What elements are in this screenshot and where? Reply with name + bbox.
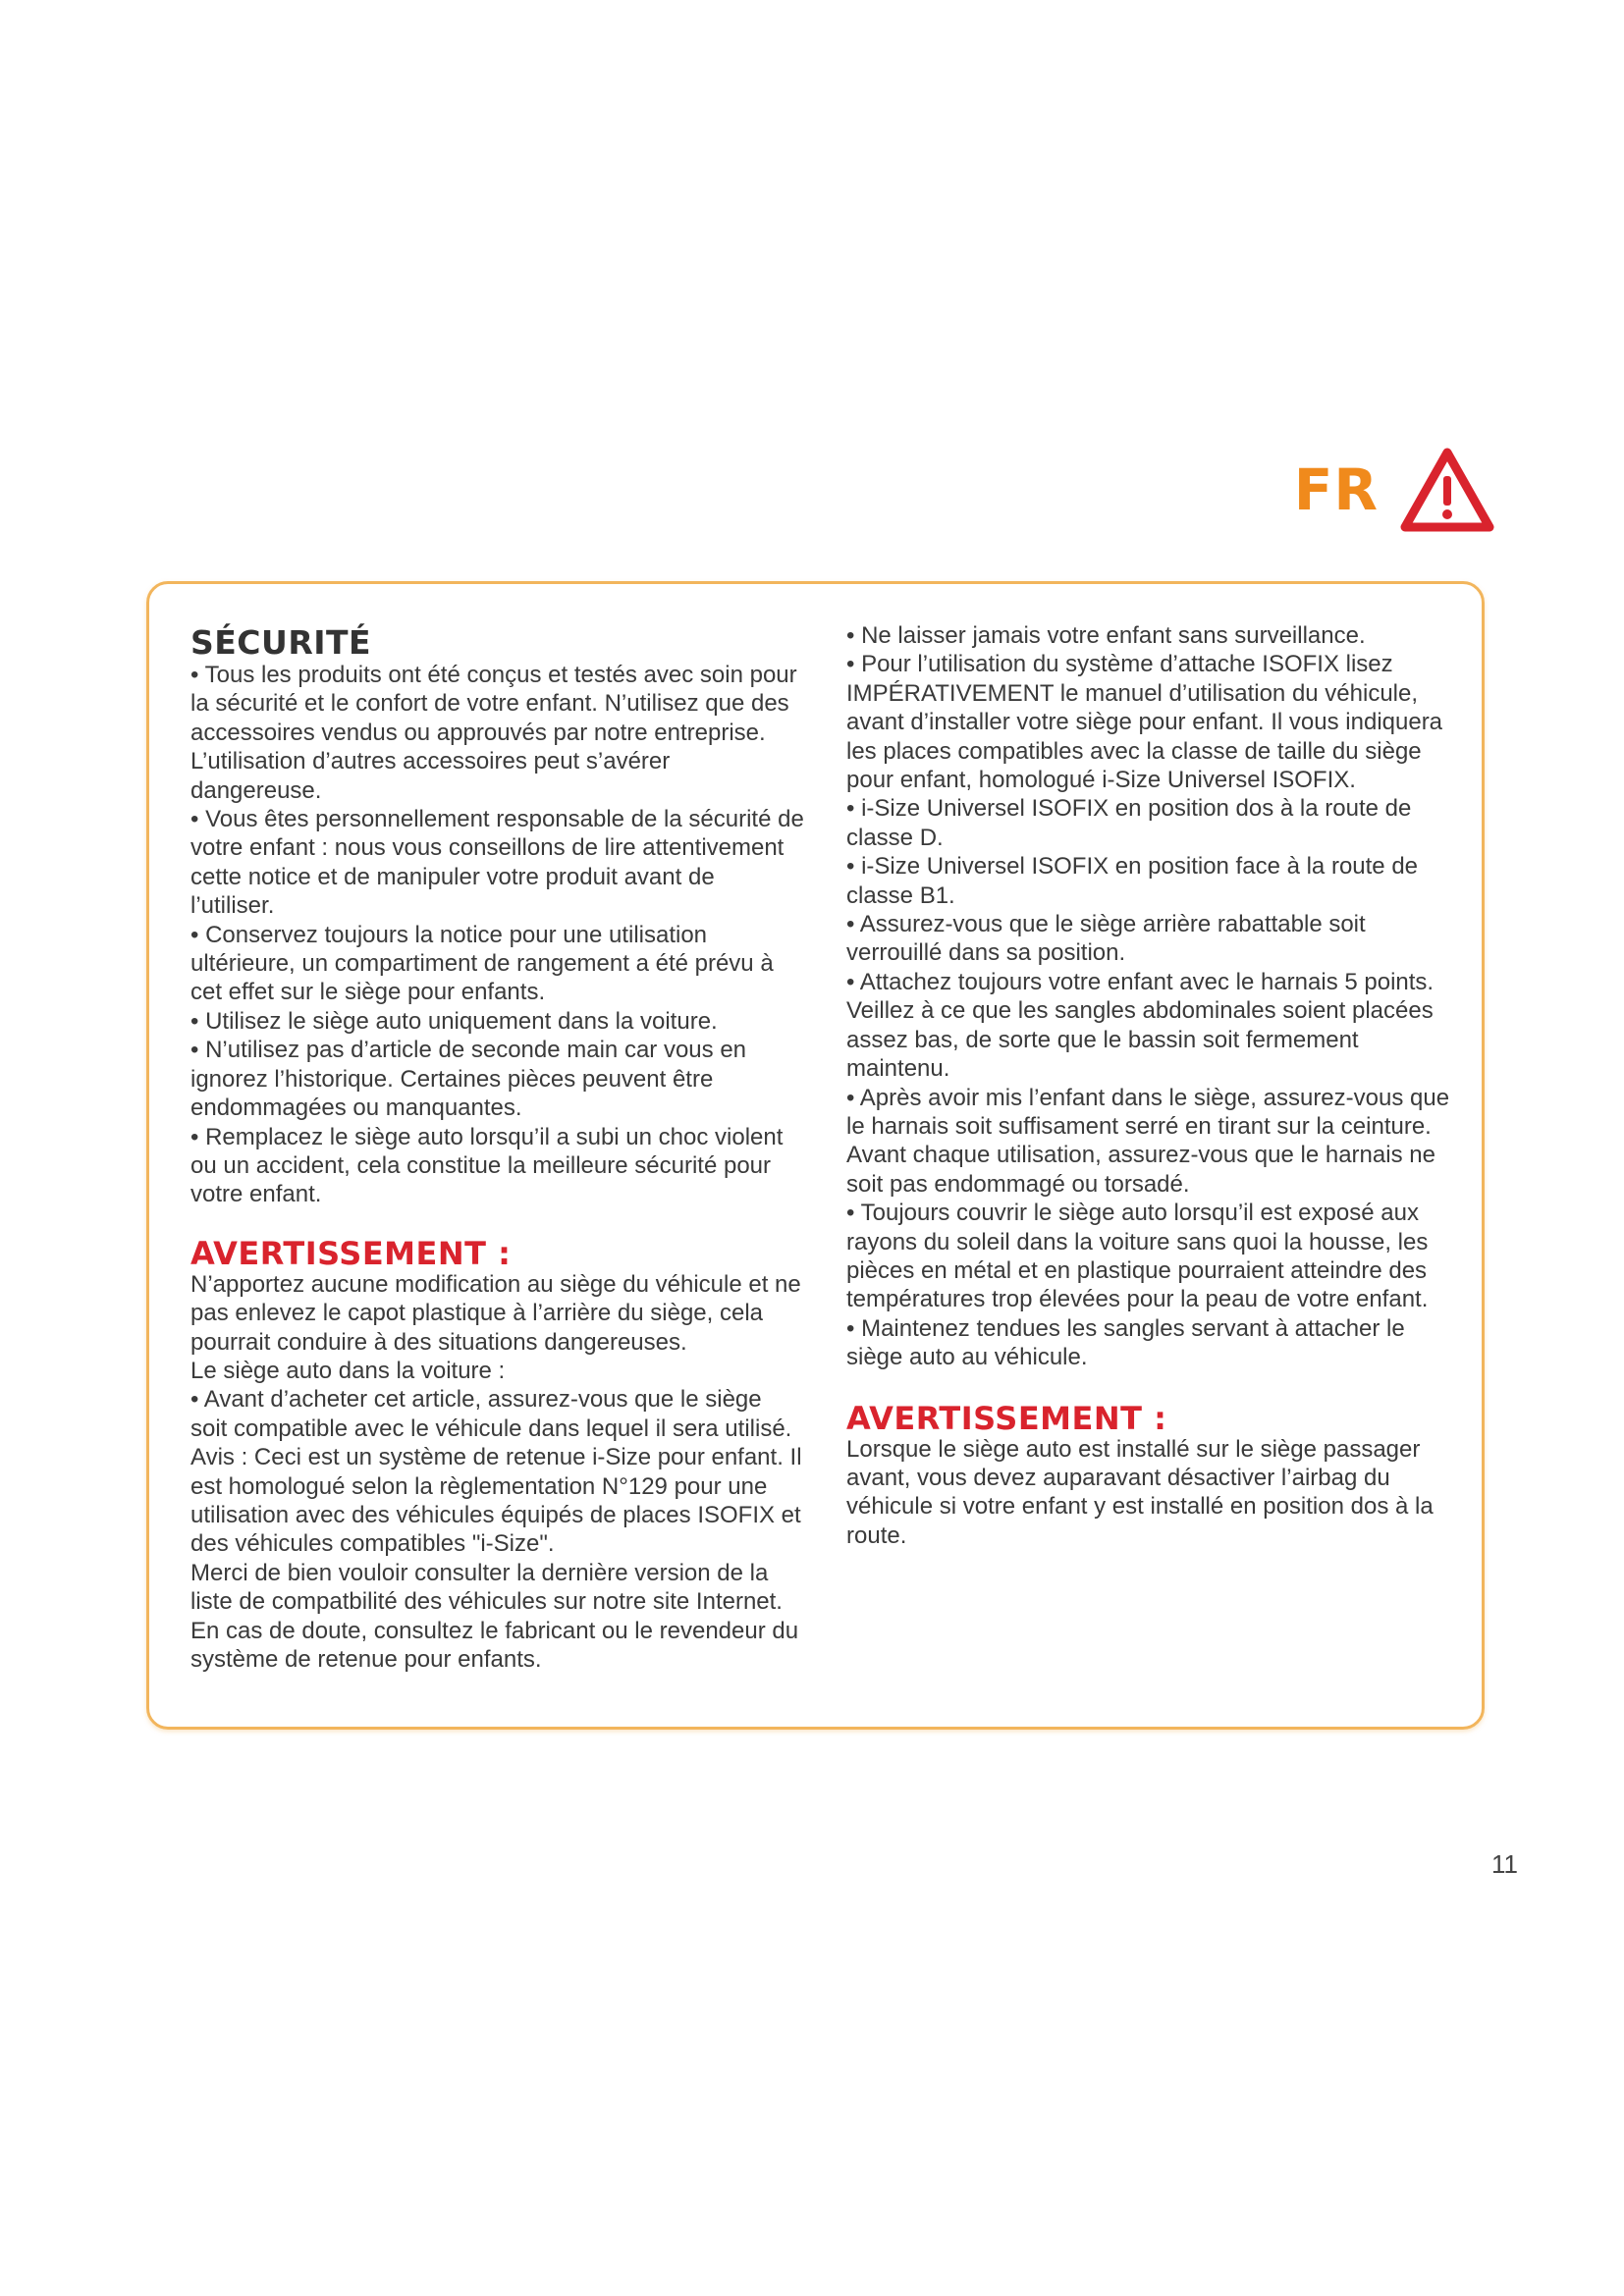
safety-item: • N’utilisez pas d’article de seconde main car vous en ignorez l’historique. Certaines pièces peuvent être endommagées ou manquantes. [190,1037,747,1122]
safety-item: • Pour l’utilisation du système d’attache ISOFIX lisez IMPÉRATIVEMENT le manuel d’utilisation du véhicule, avant d’installer votre siège pour enfant. Il vous indiquera les places compatibles avec la classe de taille du siège pour enfant, homologué i-Size Universel ISOFIX. [846,651,1443,794]
safety-item: • i-Size Universel ISOFIX en position face à la route de classe B1. [846,853,1419,909]
safety-item: • Après avoir mis l’enfant dans le siège, assurez-vous que le harnais soit suffisament serré en tirant sur la ceinture. Avant chaque utilisation, assurez-vous que le harnais ne soit pas endommagé ou torsadé. [846,1084,1450,1198]
safety-item: • Attachez toujours votre enfant avec le harnais 5 points. Veillez à ce que les sangles abdominales soient placées assez bas, de sorte que le bassin soit fermement maintenu. [846,968,1435,1083]
safety-item: • Assurez-vous que le siège arrière rabattable soit verrouillé dans sa position. [846,911,1366,967]
warning-item: En cas de doute, consultez le fabricant ou le revendeur du système de retenue pour enfants. [190,1617,799,1673]
page-number: 11 [1491,1849,1518,1879]
warning-heading-left: AVERTISSEMENT : [190,1234,512,1272]
safety-content-frame [146,581,1485,1730]
safety-item: • Tous les produits ont été conçus et testés avec soin pour la sécurité et le confort de votre enfant. N’utilisez que des accessoires vendus ou approuvés par notre entreprise. L’utilisation d’autres accessoires peut s’avérer dangereuse. [190,662,797,804]
warning-text: Lorsque le siège auto est installé sur le siège passager avant, vous devez auparavant désactiver l’airbag du véhicule si votre enfant y est installé en position dos à la route. [846,1435,1434,1549]
safety-item: • Maintenez tendues les sangles servant à attacher le siège auto au véhicule. [846,1314,1405,1371]
warning-item: Merci de bien vouloir consulter la dernière version de la liste de compatbilité des véhicules sur notre site Internet. [190,1559,783,1616]
right-column [846,621,1455,1550]
safety-item: • Conservez toujours la notice pour une utilisation ultérieure, un compartiment de rangement a été prévu à cet effet sur le siège pour enfants. [190,921,774,1006]
safety-item: • i-Size Universel ISOFIX en position dos à la route de classe D. [846,795,1412,851]
warning-heading-right: AVERTISSEMENT : [846,1399,1167,1437]
safety-item: • Vous êtes personnellement responsable de la sécurité de votre enfant : nous vous conseillons de lire attentivement cette notice et de manipuler votre produit avant de l’utiliser. [190,806,804,920]
warning-item: N’apportez aucune modification au siège du véhicule et ne pas enlevez le capot plastique à l’arrière du siège, cela pourrait conduire à des situations dangereuses. [190,1270,801,1356]
safety-item: • Utilisez le siège auto uniquement dans la voiture. [190,1007,718,1035]
safety-item: • Remplacez le siège auto lorsqu’il a subi un choc violent ou un accident, cela constitue la meilleure sécurité pour votre enfant. [190,1123,784,1208]
language-header [1294,447,1494,533]
warning-triangle-icon [1400,447,1494,533]
safety-heading: SÉCURITÉ [190,623,372,662]
warning-item: • Avant d’acheter cet article, assurez-vous que le siège soit compatible avec le véhicule dans lequel il sera utilisé. Avis : Ceci est un système de retenue i-Size pour enfant. Il est homologué selon la règlementation N°129 pour une utilisation avec des véhicules équipés de places ISOFIX et des véhicules compatibles "i-Size". [190,1386,802,1558]
safety-item: • Ne laisser jamais votre enfant sans surveillance. [846,622,1366,649]
language-code: FR [1293,456,1379,523]
warning-item: Le siège auto dans la voiture : [190,1357,506,1384]
safety-item: • Toujours couvrir le siège auto lorsqu’il est exposé aux rayons du soleil dans la voiture sans quoi la housse, les pièces en métal et en plastique pourraient atteindre des températures trop élevées pour la peau de votre enfant. [846,1200,1429,1313]
left-column [190,625,804,1674]
